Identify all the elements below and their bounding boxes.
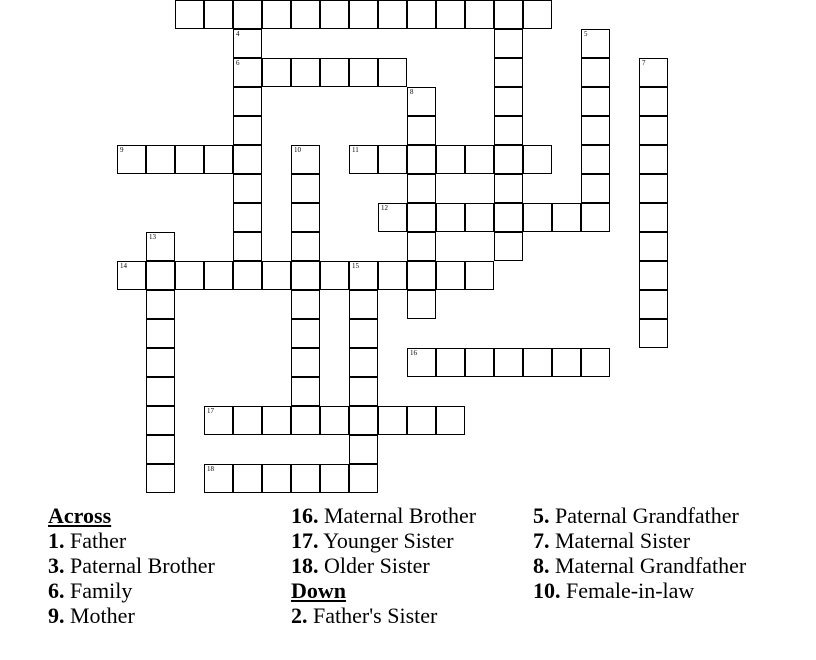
cell-number: 16 — [410, 349, 417, 357]
grid-cell[interactable] — [581, 145, 610, 174]
grid-cell[interactable] — [523, 203, 552, 232]
grid-cell[interactable] — [378, 0, 407, 29]
grid-cell[interactable] — [349, 261, 378, 290]
grid-cell[interactable] — [494, 348, 523, 377]
grid-cell[interactable] — [320, 0, 349, 29]
cell-number: 13 — [149, 233, 156, 241]
cell-number: 7 — [642, 59, 646, 67]
clue-number: 7. — [533, 528, 550, 553]
grid-cell[interactable] — [146, 145, 175, 174]
grid-cell[interactable] — [291, 203, 320, 232]
grid-cell[interactable] — [349, 145, 378, 174]
grid-cell[interactable] — [465, 348, 494, 377]
cell-number: 11 — [352, 146, 359, 154]
down-header: Down — [291, 578, 347, 603]
grid-cell[interactable] — [146, 406, 175, 435]
clue-number: 1. — [48, 528, 65, 553]
clue-across-3 — [48, 553, 268, 578]
clue-text: Paternal Grandfather — [555, 503, 739, 528]
grid-cell[interactable] — [581, 29, 610, 58]
clue-down-7 — [533, 528, 793, 553]
grid-cell[interactable] — [349, 319, 378, 348]
grid-cell[interactable] — [233, 58, 262, 87]
grid-cell[interactable] — [262, 406, 291, 435]
grid-cell[interactable] — [146, 464, 175, 493]
clue-down-2 — [291, 603, 511, 628]
grid-cell[interactable] — [407, 348, 436, 377]
grid-cell[interactable] — [233, 145, 262, 174]
grid-cell[interactable] — [494, 0, 523, 29]
grid-cell[interactable] — [407, 261, 436, 290]
grid-cell[interactable] — [436, 145, 465, 174]
clue-text: Female-in-law — [566, 578, 695, 603]
grid-cell[interactable] — [581, 116, 610, 145]
grid-cell[interactable] — [233, 203, 262, 232]
clue-number: 17. — [291, 528, 319, 553]
grid-cell[interactable] — [349, 406, 378, 435]
grid-cell[interactable] — [552, 203, 581, 232]
grid-cell[interactable] — [291, 58, 320, 87]
grid-cell[interactable] — [291, 0, 320, 29]
grid-cell[interactable] — [639, 58, 668, 87]
grid-cell[interactable] — [523, 145, 552, 174]
clue-column-3 — [533, 503, 793, 603]
clue-text: Mother — [70, 603, 135, 628]
clue-number: 3. — [48, 553, 65, 578]
grid-cell[interactable] — [291, 232, 320, 261]
clue-text: Paternal Brother — [70, 553, 215, 578]
grid-cell[interactable] — [349, 290, 378, 319]
grid-cell[interactable] — [436, 203, 465, 232]
grid-cell[interactable] — [494, 145, 523, 174]
grid-cell[interactable] — [639, 203, 668, 232]
grid-cell[interactable] — [175, 261, 204, 290]
cell-number: 8 — [410, 88, 414, 96]
grid-cell[interactable] — [407, 174, 436, 203]
grid-cell[interactable] — [465, 0, 494, 29]
clue-text: Father's Sister — [313, 603, 438, 628]
grid-cell[interactable] — [581, 58, 610, 87]
grid-cell[interactable] — [639, 232, 668, 261]
cell-number: 18 — [207, 465, 214, 473]
grid-cell[interactable] — [291, 174, 320, 203]
grid-cell[interactable] — [320, 464, 349, 493]
grid-cell[interactable] — [175, 145, 204, 174]
cell-number: 6 — [236, 59, 240, 67]
grid-cell[interactable] — [523, 0, 552, 29]
clue-column-2 — [291, 503, 511, 628]
cell-number: 9 — [120, 146, 124, 154]
grid-cell[interactable] — [407, 116, 436, 145]
cell-number: 14 — [120, 262, 127, 270]
clue-text: Maternal Sister — [555, 528, 691, 553]
grid-cell[interactable] — [146, 348, 175, 377]
clue-down-10 — [533, 578, 793, 603]
grid-cell[interactable] — [146, 377, 175, 406]
grid-cell[interactable] — [378, 58, 407, 87]
grid-cell[interactable] — [436, 406, 465, 435]
grid-cell[interactable] — [465, 203, 494, 232]
grid-cell[interactable] — [494, 203, 523, 232]
clue-text: Father — [70, 528, 127, 553]
grid-cell[interactable] — [291, 290, 320, 319]
grid-cell[interactable] — [436, 0, 465, 29]
grid-cell[interactable] — [204, 406, 233, 435]
grid-cell[interactable] — [581, 174, 610, 203]
grid-cell[interactable] — [407, 0, 436, 29]
cell-number: 5 — [584, 30, 588, 38]
grid-cell[interactable] — [407, 406, 436, 435]
clue-number: 8. — [533, 553, 550, 578]
grid-cell[interactable] — [233, 87, 262, 116]
grid-cell[interactable] — [320, 261, 349, 290]
clue-across-16 — [291, 503, 511, 528]
grid-cell[interactable] — [552, 348, 581, 377]
grid-cell[interactable] — [233, 174, 262, 203]
grid-cell[interactable] — [291, 406, 320, 435]
grid-cell[interactable] — [291, 145, 320, 174]
grid-cell[interactable] — [378, 406, 407, 435]
grid-cell[interactable] — [117, 261, 146, 290]
grid-cell[interactable] — [639, 87, 668, 116]
grid-cell[interactable] — [639, 174, 668, 203]
grid-cell[interactable] — [204, 145, 233, 174]
clue-number: 2. — [291, 603, 308, 628]
grid-cell[interactable] — [378, 145, 407, 174]
clue-text: Family — [70, 578, 133, 603]
clue-number: 9. — [48, 603, 65, 628]
grid-cell[interactable] — [233, 232, 262, 261]
grid-cell[interactable] — [233, 464, 262, 493]
clue-across-18 — [291, 553, 511, 578]
grid-cell[interactable] — [146, 435, 175, 464]
clue-number: 18. — [291, 553, 319, 578]
grid-cell[interactable] — [291, 464, 320, 493]
cell-number: 17 — [207, 407, 214, 415]
grid-cell[interactable] — [494, 174, 523, 203]
grid-cell[interactable] — [146, 261, 175, 290]
grid-cell[interactable] — [291, 377, 320, 406]
grid-cell[interactable] — [233, 116, 262, 145]
grid-cell[interactable] — [465, 145, 494, 174]
cell-number: 12 — [381, 204, 388, 212]
grid-cell[interactable] — [291, 261, 320, 290]
grid-cell[interactable] — [639, 319, 668, 348]
clue-number: 6. — [48, 578, 65, 603]
clue-across-17 — [291, 528, 511, 553]
grid-cell[interactable] — [639, 116, 668, 145]
grid-cell[interactable] — [349, 464, 378, 493]
grid-cell[interactable] — [407, 290, 436, 319]
grid-cell[interactable] — [436, 348, 465, 377]
clue-across-6 — [48, 578, 268, 603]
grid-cell[interactable] — [436, 261, 465, 290]
grid-cell[interactable] — [291, 319, 320, 348]
grid-cell[interactable] — [349, 377, 378, 406]
across-header: Across — [48, 503, 112, 528]
grid-cell[interactable] — [233, 406, 262, 435]
grid-cell[interactable] — [146, 290, 175, 319]
grid-cell[interactable] — [117, 145, 146, 174]
grid-cell[interactable] — [262, 0, 291, 29]
grid-cell[interactable] — [320, 406, 349, 435]
clue-text: Maternal Brother — [324, 503, 477, 528]
grid-cell[interactable] — [407, 145, 436, 174]
grid-cell[interactable] — [262, 464, 291, 493]
grid-cell[interactable] — [349, 435, 378, 464]
grid-cell[interactable] — [494, 58, 523, 87]
grid-cell[interactable] — [407, 87, 436, 116]
clue-number: 5. — [533, 503, 550, 528]
grid-cell[interactable] — [320, 58, 349, 87]
grid-cell[interactable] — [204, 464, 233, 493]
grid-cell[interactable] — [494, 232, 523, 261]
clue-text: Older Sister — [324, 553, 430, 578]
grid-cell[interactable] — [407, 203, 436, 232]
grid-cell[interactable] — [523, 348, 552, 377]
grid-cell[interactable] — [407, 232, 436, 261]
grid-cell[interactable] — [639, 145, 668, 174]
grid-cell[interactable] — [146, 232, 175, 261]
clue-down-5 — [533, 503, 793, 528]
clue-column-1 — [48, 503, 268, 628]
grid-cell[interactable] — [349, 348, 378, 377]
clue-number: 16. — [291, 503, 319, 528]
grid-cell[interactable] — [204, 261, 233, 290]
grid-cell[interactable] — [639, 290, 668, 319]
grid-cell[interactable] — [465, 261, 494, 290]
grid-cell[interactable] — [349, 58, 378, 87]
grid-cell[interactable] — [494, 29, 523, 58]
grid-cell[interactable] — [581, 87, 610, 116]
grid-cell[interactable] — [262, 58, 291, 87]
grid-cell[interactable] — [494, 116, 523, 145]
grid-cell[interactable] — [146, 319, 175, 348]
grid-cell[interactable] — [639, 261, 668, 290]
cell-number: 15 — [352, 262, 359, 270]
grid-cell[interactable] — [581, 203, 610, 232]
clue-text: Maternal Grandfather — [555, 553, 747, 578]
cell-number: 4 — [236, 30, 240, 38]
grid-cell[interactable] — [233, 29, 262, 58]
grid-cell[interactable] — [378, 203, 407, 232]
grid-cell[interactable] — [349, 0, 378, 29]
grid-cell[interactable] — [581, 348, 610, 377]
grid-cell[interactable] — [204, 0, 233, 29]
grid-cell[interactable] — [175, 0, 204, 29]
clue-across-1 — [48, 528, 268, 553]
grid-cell[interactable] — [262, 261, 291, 290]
grid-cell[interactable] — [378, 261, 407, 290]
cell-number: 10 — [294, 146, 301, 154]
clue-text: Younger Sister — [323, 528, 454, 553]
clue-down-8 — [533, 553, 793, 578]
clue-number: 10. — [533, 578, 561, 603]
grid-cell[interactable] — [494, 87, 523, 116]
grid-cell[interactable] — [233, 261, 262, 290]
grid-cell[interactable] — [233, 0, 262, 29]
grid-cell[interactable] — [291, 348, 320, 377]
clue-across-9 — [48, 603, 268, 628]
